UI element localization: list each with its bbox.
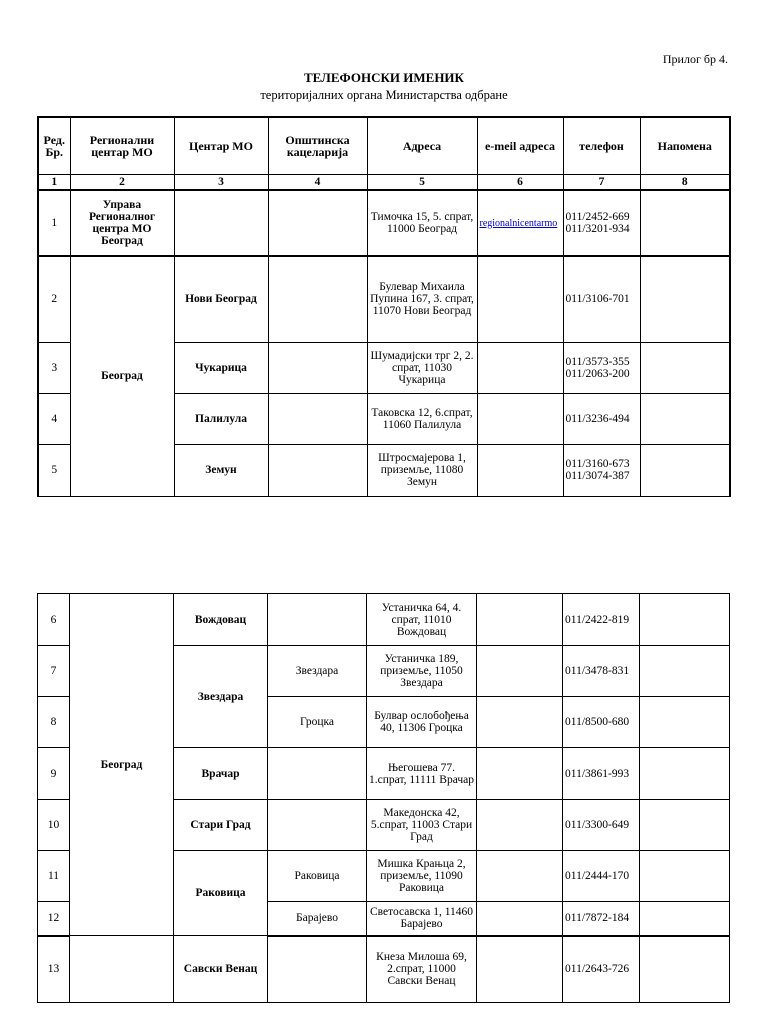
column-number: 1 — [38, 174, 70, 190]
phone — [563, 594, 640, 646]
row-number: 8 — [38, 697, 70, 748]
regional-center: Београд — [70, 594, 174, 936]
note — [640, 800, 730, 851]
phone-text: 011/2643-726 — [565, 963, 630, 976]
address: Булвар ослобођења 40, 11306 Гроцка — [367, 697, 477, 748]
office: Гроцка — [268, 697, 367, 748]
center: Звездара — [174, 646, 268, 748]
email — [477, 646, 563, 697]
email — [477, 393, 563, 444]
phone-text: 011/2452-669 011/3201-934 — [565, 211, 630, 235]
center: Вождовац — [174, 594, 268, 646]
phone-text: 011/2422-819 — [565, 613, 630, 626]
table-row — [38, 190, 730, 256]
column-number: 5 — [367, 174, 477, 190]
office — [268, 393, 367, 444]
regional-center: Управа Регионалног центра МО Београд — [70, 190, 174, 256]
phone — [563, 444, 640, 496]
center: Врачар — [174, 748, 268, 800]
center: Нови Београд — [174, 256, 268, 342]
address: Штросмајерова 1, приземље, 11080 Земун — [367, 444, 477, 496]
column-number: 6 — [477, 174, 563, 190]
column-number: 3 — [174, 174, 268, 190]
table-row — [38, 594, 730, 646]
address: Његошева 77. 1.спрат, 11111 Врачар — [367, 748, 477, 800]
row-number: 5 — [38, 444, 70, 496]
center — [174, 190, 268, 256]
office: Раковица — [268, 851, 367, 902]
office: Звездара — [268, 646, 367, 697]
phone — [563, 697, 640, 748]
email — [477, 594, 563, 646]
office — [268, 936, 367, 1003]
row-number: 7 — [38, 646, 70, 697]
phone — [563, 393, 640, 444]
column-header: телефон — [563, 117, 640, 174]
phone — [563, 800, 640, 851]
phone — [563, 748, 640, 800]
office — [268, 342, 367, 393]
column-number: 4 — [268, 174, 367, 190]
address: Мишка Крањца 2, приземље, 11090 Раковица — [367, 851, 477, 902]
regional-center: Београд — [70, 256, 174, 496]
address: Кнеза Милоша 69, 2.спрат, 11000 Савски Венац — [367, 936, 477, 1003]
phone — [563, 936, 640, 1003]
phone-text: 011/3478-831 — [565, 665, 630, 677]
document-subtitle: територијалних органа Министарства одбране — [260, 88, 508, 102]
phone — [563, 256, 640, 342]
phone-text: 011/8500-680 — [565, 716, 630, 728]
column-header: Општинска кацеларија — [268, 117, 367, 174]
regional-center — [70, 936, 174, 1003]
row-number: 6 — [38, 594, 70, 646]
column-number: 2 — [70, 174, 174, 190]
note — [640, 190, 730, 256]
note — [640, 342, 730, 393]
office — [268, 594, 367, 646]
phone-text: 011/3106-701 — [565, 293, 630, 306]
phone-directory-table-part-1 — [37, 116, 731, 497]
address: Тимочка 15, 5. спрат, 11000 Београд — [367, 190, 477, 256]
phone-text: 011/3300-649 — [565, 819, 630, 831]
note — [640, 697, 730, 748]
note — [640, 851, 730, 902]
address: Булевар Михаила Пупина 167, 3. спрат, 11070 Нови Београд — [367, 256, 477, 342]
email — [477, 697, 563, 748]
center: Савски Венац — [174, 936, 268, 1003]
row-number: 11 — [38, 851, 70, 902]
table-row — [38, 256, 730, 342]
header-row — [38, 117, 730, 174]
phone — [563, 190, 640, 256]
address: Македонска 42, 5.спрат, 11003 Стари Град — [367, 800, 477, 851]
note — [640, 902, 730, 936]
office: Барајево — [268, 902, 367, 936]
address: Устаничка 64, 4. спрат, 11010 Вождовац — [367, 594, 477, 646]
row-number: 12 — [38, 902, 70, 936]
row-number: 2 — [38, 256, 70, 342]
column-header: Центар МО — [174, 117, 268, 174]
row-number: 13 — [38, 936, 70, 1003]
note — [640, 256, 730, 342]
phone-text: 011/3573-355 011/2063-200 — [565, 355, 630, 380]
note — [640, 748, 730, 800]
phone — [563, 902, 640, 936]
note — [640, 594, 730, 646]
email — [477, 936, 563, 1003]
address: Устаничка 189, приземље, 11050 Звездара — [367, 646, 477, 697]
note — [640, 444, 730, 496]
column-header: e-meil адреса — [477, 117, 563, 174]
email — [477, 851, 563, 902]
phone — [563, 851, 640, 902]
note — [640, 393, 730, 444]
office — [268, 444, 367, 496]
email-link[interactable]: regionalnicentarmo — [479, 217, 558, 229]
phone — [563, 342, 640, 393]
note — [640, 936, 730, 1003]
table-row — [38, 936, 730, 1003]
office — [268, 256, 367, 342]
center: Земун — [174, 444, 268, 496]
phone-text: 011/3236-494 — [565, 412, 630, 425]
email-cell — [477, 190, 563, 256]
office — [268, 190, 367, 256]
column-number: 8 — [640, 174, 730, 190]
column-header: Напомена — [640, 117, 730, 174]
row-number: 4 — [38, 393, 70, 444]
email — [477, 902, 563, 936]
office — [268, 800, 367, 851]
address: Шумадијски трг 2, 2. спрат, 11030 Чукарица — [367, 342, 477, 393]
annex-label: Прилог бр 4. — [662, 52, 728, 66]
row-number: 1 — [38, 190, 70, 256]
document-title: ТЕЛЕФОНСКИ ИМЕНИК — [304, 70, 464, 85]
column-header: Ред. Бр. — [38, 117, 70, 174]
phone-text: 011/7872-184 — [565, 912, 630, 925]
center: Чукарица — [174, 342, 268, 393]
email — [477, 748, 563, 800]
address: Таковска 12, 6.спрат, 11060 Палилула — [367, 393, 477, 444]
email — [477, 256, 563, 342]
address: Светосавска 1, 11460 Барајево — [367, 902, 477, 936]
center: Палилула — [174, 393, 268, 444]
phone-text: 011/2444-170 — [565, 870, 630, 882]
email — [477, 342, 563, 393]
center: Раковица — [174, 851, 268, 936]
phone-text: 011/3160-673 011/3074-387 — [565, 458, 630, 482]
office — [268, 748, 367, 800]
column-number: 7 — [563, 174, 640, 190]
center: Стари Град — [174, 800, 268, 851]
phone — [563, 646, 640, 697]
column-number-row — [38, 174, 730, 190]
note — [640, 646, 730, 697]
phone-directory-table-part-2 — [37, 593, 730, 1003]
column-header: Регионални центар МО — [70, 117, 174, 174]
email — [477, 800, 563, 851]
row-number: 10 — [38, 800, 70, 851]
email — [477, 444, 563, 496]
phone-text: 011/3861-993 — [565, 767, 630, 780]
column-header: Адреса — [367, 117, 477, 174]
row-number: 9 — [38, 748, 70, 800]
row-number: 3 — [38, 342, 70, 393]
